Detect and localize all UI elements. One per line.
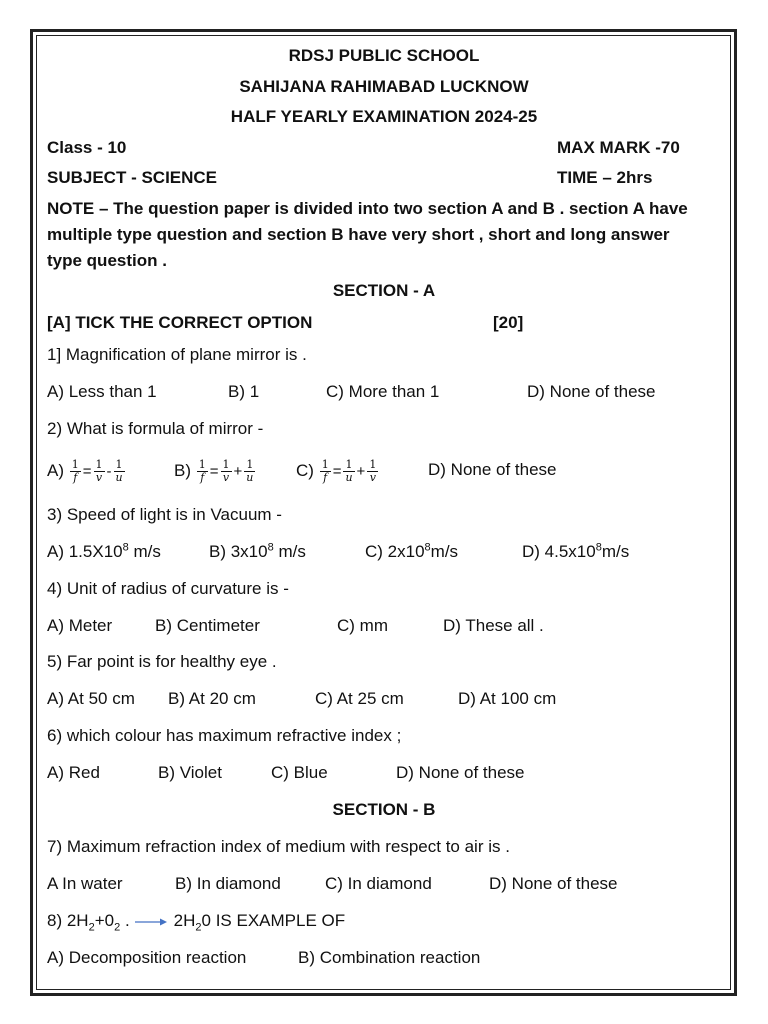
question-1: 1] Magnification of plane mirror is . [47,345,307,364]
fraction-1-over-v: $\frac{1}{v}$ [95,458,103,485]
q2-option-b: B) $\frac{1}{f}$ = $\frac{1}{v}$ + $\frac{1}{u}$ [174,458,254,485]
exam-title: HALF YEARLY EXAMINATION 2024-25 [230,107,538,126]
q8-option-b: B) Combination reaction [298,948,481,967]
q1-option-a: A) Less than 1 [47,382,157,401]
q4-option-c: C) mm [337,616,388,635]
q7-option-c: C) In diamond [325,874,432,893]
note-line-3: type question . [47,251,167,270]
q1-option-d: D) None of these [527,382,656,401]
q1-option-c: C) More than 1 [326,382,440,401]
q7-option-b: B) In diamond [175,874,281,893]
q6-option-a: A) Red [47,763,100,782]
q5-option-d: D) At 100 cm [458,689,557,708]
question-2: 2) What is formula of mirror - [47,419,264,438]
fraction-1-over-f: $\frac{1}{f}$ [71,458,79,485]
section-a-title: SECTION - A [332,281,436,300]
question-8: 8) $2H_2+0_2$ . $2H_20$ IS EXAMPLE OF [47,911,346,934]
question-7: 7) Maximum refraction index of medium with respect to air is . [47,837,510,856]
q6-option-b: B) Violet [158,763,222,782]
q7-option-d: D) None of these [489,874,618,893]
q5-option-b: B) At 20 cm [168,689,256,708]
q5-option-c: C) At 25 cm [315,689,404,708]
q3-option-b: B) $3x10^8$ m/s [209,541,306,561]
school-name: RDSJ PUBLIC SCHOOL [288,46,480,65]
fraction-1-over-f: $\frac{1}{f}$ [198,458,206,485]
class-label: Class - 10 [47,138,127,157]
question-4: 4) Unit of radius of curvature is - [47,579,289,598]
q8-option-a: A) Decomposition reaction [47,948,247,967]
fraction-1-over-u: $\frac{1}{u}$ [115,458,123,485]
q2-option-d: D) None of these [428,460,557,479]
q5-option-a: A) At 50 cm [47,689,135,708]
time-label: TIME – 2hrs [557,168,653,187]
q3-option-c: C) $2x10^8m/s$ [365,541,459,561]
fraction-1-over-u: $\frac{1}{u}$ [345,458,353,485]
question-6: 6) which colour has maximum refractive index ; [47,726,402,745]
q3-option-a: A) $1.5X10^8$ m/s [47,541,161,561]
fraction-1-over-v: $\frac{1}{v}$ [222,458,230,485]
max-mark-label: MAX MARK -70 [557,138,680,157]
fraction-1-over-u: $\frac{1}{u}$ [246,458,254,485]
school-address: SAHIJANA RAHIMABAD LUCKNOW [239,77,529,96]
note-line-2: multiple type question and section B have very short , short and long answer [47,225,670,244]
fraction-1-over-v: $\frac{1}{v}$ [369,458,377,485]
q2-option-c: C) $\frac{1}{f}$ = $\frac{1}{u}$ + $\frac{1}{v}$ [296,458,377,485]
section-a-instruction: [A] TICK THE CORRECT OPTION [47,313,313,332]
note-line-1: NOTE – The question paper is divided into two section A and B . section A have [47,199,688,218]
section-a-marks: [20] [493,313,524,332]
q4-option-d: D) These all . [443,616,544,635]
subject-label: SUBJECT - SCIENCE [47,168,218,187]
fraction-1-over-f: $\frac{1}{f}$ [321,458,329,485]
section-b-title: SECTION - B [332,800,436,819]
q1-option-b: B) 1 [228,382,260,401]
q4-option-a: A) Meter [47,616,113,635]
q4-option-b: B) Centimeter [155,616,260,635]
q2-option-a: A) $\frac{1}{f}$ = $\frac{1}{v}$ - $\frac{1}{u}$ [47,458,123,485]
q6-option-d: D) None of these [396,763,525,782]
question-5: 5) Far point is for healthy eye . [47,652,277,671]
q3-option-d: D) $4.5x10^8m/s$ [522,541,630,561]
question-3: 3) Speed of light is in Vacuum - [47,505,282,524]
q7-option-a: A In water [47,874,123,893]
reaction-arrow-icon [134,917,168,927]
q6-option-c: C) Blue [271,763,328,782]
